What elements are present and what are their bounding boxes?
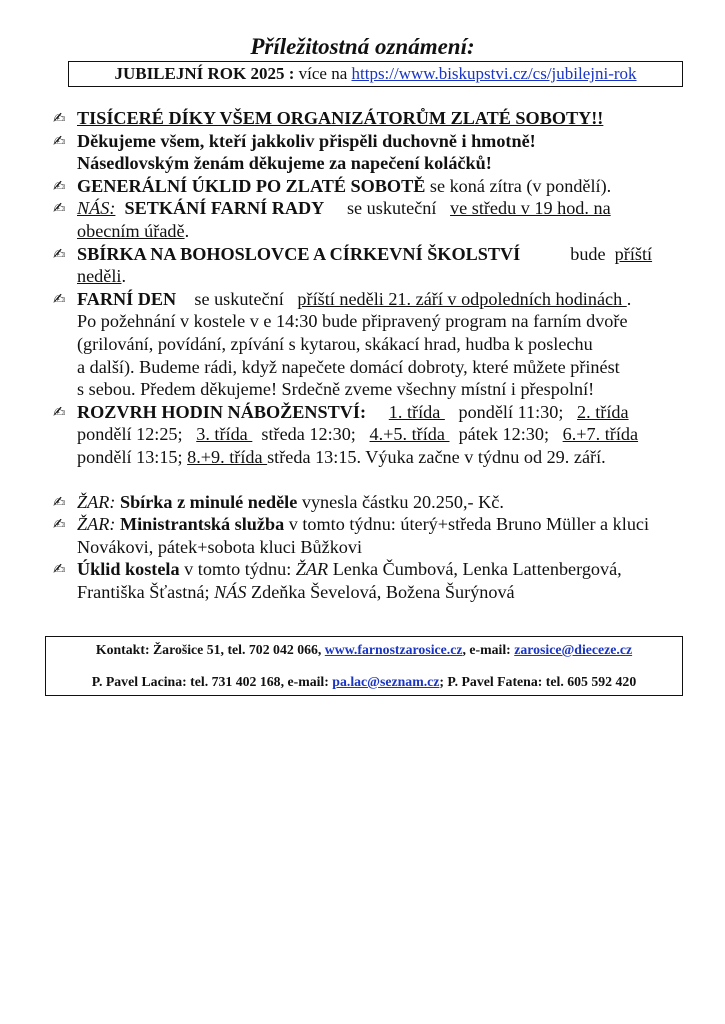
list-item bbox=[48, 107, 688, 130]
church-mid: v tomto týdnu: bbox=[179, 559, 296, 580]
list-item bbox=[48, 175, 688, 198]
altar-place: ŽAR: bbox=[77, 514, 116, 535]
parishday-line3: (grilování, povídání, zpívání s kytarou, skákací hrad, hudba k poslechu bbox=[77, 333, 593, 354]
result-title: Sbírka z minulé neděle bbox=[119, 491, 298, 512]
jubilee-label: JUBILEJNÍ ROK 2025 : bbox=[114, 64, 295, 83]
list-item bbox=[48, 243, 688, 288]
jubilee-text: více na bbox=[294, 64, 352, 83]
schedule-time: středa 13:15. Výuka začne v týdnu od 29. září. bbox=[267, 446, 606, 467]
cleanup-text: se koná zítra (v pondělí). bbox=[425, 175, 612, 196]
list-item bbox=[48, 401, 688, 469]
council-mid: se uskuteční bbox=[346, 198, 437, 219]
cleanup-title: GENERÁLNÍ ÚKLID PO ZLATÉ SOBOTĚ bbox=[77, 175, 426, 196]
council-when: ve středu v 19 hod. na bbox=[450, 198, 611, 219]
contact-box bbox=[45, 636, 683, 696]
council-title: SETKÁNÍ FARNÍ RADY bbox=[124, 198, 325, 219]
schedule-class: 1. třída bbox=[388, 401, 445, 422]
website-link[interactable]: www.farnostzarosice.cz bbox=[324, 642, 463, 657]
writing-hand-icon: ✍ bbox=[53, 199, 66, 218]
schedule-class: 2. třída bbox=[577, 401, 629, 422]
email-link[interactable]: zarosice@dieceze.cz bbox=[514, 642, 633, 657]
contact-label: P. Pavel Lacina: tel. 731 402 168, e-mail: bbox=[91, 674, 333, 689]
schedule-time: pondělí 12:25; bbox=[77, 424, 183, 445]
writing-hand-icon: ✍ bbox=[53, 289, 66, 308]
parishday-title: FARNÍ DEN bbox=[77, 288, 177, 309]
council-place: NÁS: bbox=[77, 198, 116, 219]
writing-hand-icon: ✍ bbox=[53, 492, 66, 511]
spacer bbox=[48, 469, 688, 491]
council-where: obecním úřadě bbox=[77, 220, 185, 241]
schedule-time: středa 12:30; bbox=[261, 424, 356, 445]
parishday-line2: Po požehnání v kostele v e 14:30 bude připravený program na farním dvoře bbox=[77, 311, 628, 332]
parishday-when: příští neděli 21. září v odpoledních hodinách bbox=[297, 288, 627, 309]
collection-mid: bude bbox=[570, 243, 606, 264]
list-item bbox=[48, 491, 688, 514]
list-item bbox=[48, 130, 688, 175]
church-place2: NÁS bbox=[214, 581, 247, 602]
page-title: Příležitostná oznámení: bbox=[250, 34, 475, 59]
contact-label: Kontakt: Žarošice 51, tel. 702 042 066, bbox=[95, 642, 325, 657]
parishday-line4: a další). Budeme rádi, když napečete domácí dobroty, které můžete přinést bbox=[77, 356, 620, 377]
schedule-time: pondělí 13:15; bbox=[77, 446, 183, 467]
announcement-list bbox=[48, 107, 688, 603]
list-item bbox=[48, 197, 688, 242]
writing-hand-icon: ✍ bbox=[53, 109, 66, 127]
writing-hand-icon: ✍ bbox=[53, 560, 66, 579]
thanks-line2: Násedlovským ženám děkujeme za napečení koláčků! bbox=[77, 153, 492, 174]
list-item bbox=[48, 558, 688, 603]
contact-label: , e-mail: bbox=[462, 642, 515, 657]
writing-hand-icon: ✍ bbox=[53, 515, 66, 534]
thanks-lead: Děkujeme bbox=[77, 130, 156, 151]
schedule-time: pondělí 11:30; bbox=[458, 401, 564, 422]
church-names2: Františka Šťastná; bbox=[77, 581, 215, 602]
list-item bbox=[48, 288, 688, 401]
collection-when2: neděli bbox=[77, 266, 122, 287]
collection-when1: příští bbox=[614, 243, 653, 264]
jubilee-link[interactable]: https://www.biskupstvi.cz/cs/jubilejni-rok bbox=[351, 64, 637, 83]
altar-line2: Novákovi, pátek+sobota kluci Bůžkovi bbox=[77, 536, 363, 557]
church-title: Úklid kostela bbox=[77, 559, 180, 580]
council-end: . bbox=[184, 220, 190, 241]
altar-text: v tomto týdnu: úterý+středa Bruno Müller a kluci bbox=[284, 514, 650, 535]
parishday-line5: s sebou. Předem děkujeme! Srdečně zveme všechny místní i přespolní! bbox=[77, 379, 595, 400]
schedule-class: 6.+7. třída bbox=[562, 424, 639, 445]
church-names3: Zdeňka Ševelová, Božena Šurýnová bbox=[246, 581, 515, 602]
writing-hand-icon: ✍ bbox=[53, 131, 66, 150]
altar-title: Ministrantská služba bbox=[119, 514, 285, 535]
result-text: vynesla částku 20.250,- Kč. bbox=[297, 491, 504, 512]
parishday-end: . bbox=[626, 288, 632, 309]
schedule-class: 8.+9. třída bbox=[187, 446, 268, 467]
contact-line2 bbox=[46, 674, 682, 690]
writing-hand-icon: ✍ bbox=[53, 402, 66, 421]
thanks-text: TISÍCERÉ DÍKY VŠEM ORGANIZÁTORŮM ZLATÉ SOBOTY!! bbox=[77, 108, 604, 128]
contact-label: ; P. Pavel Fatena: tel. 605 592 420 bbox=[439, 674, 637, 689]
writing-hand-icon: ✍ bbox=[53, 176, 66, 195]
parishday-mid: se uskuteční bbox=[194, 288, 284, 309]
contact-line1 bbox=[46, 642, 682, 658]
email-link[interactable]: pa.lac@seznam.cz bbox=[332, 674, 440, 689]
writing-hand-icon: ✍ bbox=[53, 244, 66, 263]
church-place1: ŽAR bbox=[295, 559, 329, 580]
list-item bbox=[48, 513, 688, 558]
result-place: ŽAR: bbox=[77, 491, 116, 512]
collection-title: SBÍRKA NA BOHOSLOVCE A CÍRKEVNÍ ŠKOLSTVÍ bbox=[77, 243, 521, 264]
schedule-class: 3. třída bbox=[196, 424, 253, 445]
church-names1: Lenka Čumbová, Lenka Lattenbergová, bbox=[328, 559, 622, 580]
schedule-class: 4.+5. třída bbox=[369, 424, 450, 445]
schedule-title: ROZVRH HODIN NÁBOŽENSTVÍ: bbox=[77, 401, 367, 422]
schedule-time: pátek 12:30; bbox=[458, 424, 549, 445]
jubilee-banner bbox=[68, 61, 683, 87]
thanks-rest: všem, kteří jakkoliv přispěli duchovně i hmotně! bbox=[155, 130, 536, 151]
collection-end: . bbox=[121, 266, 126, 287]
